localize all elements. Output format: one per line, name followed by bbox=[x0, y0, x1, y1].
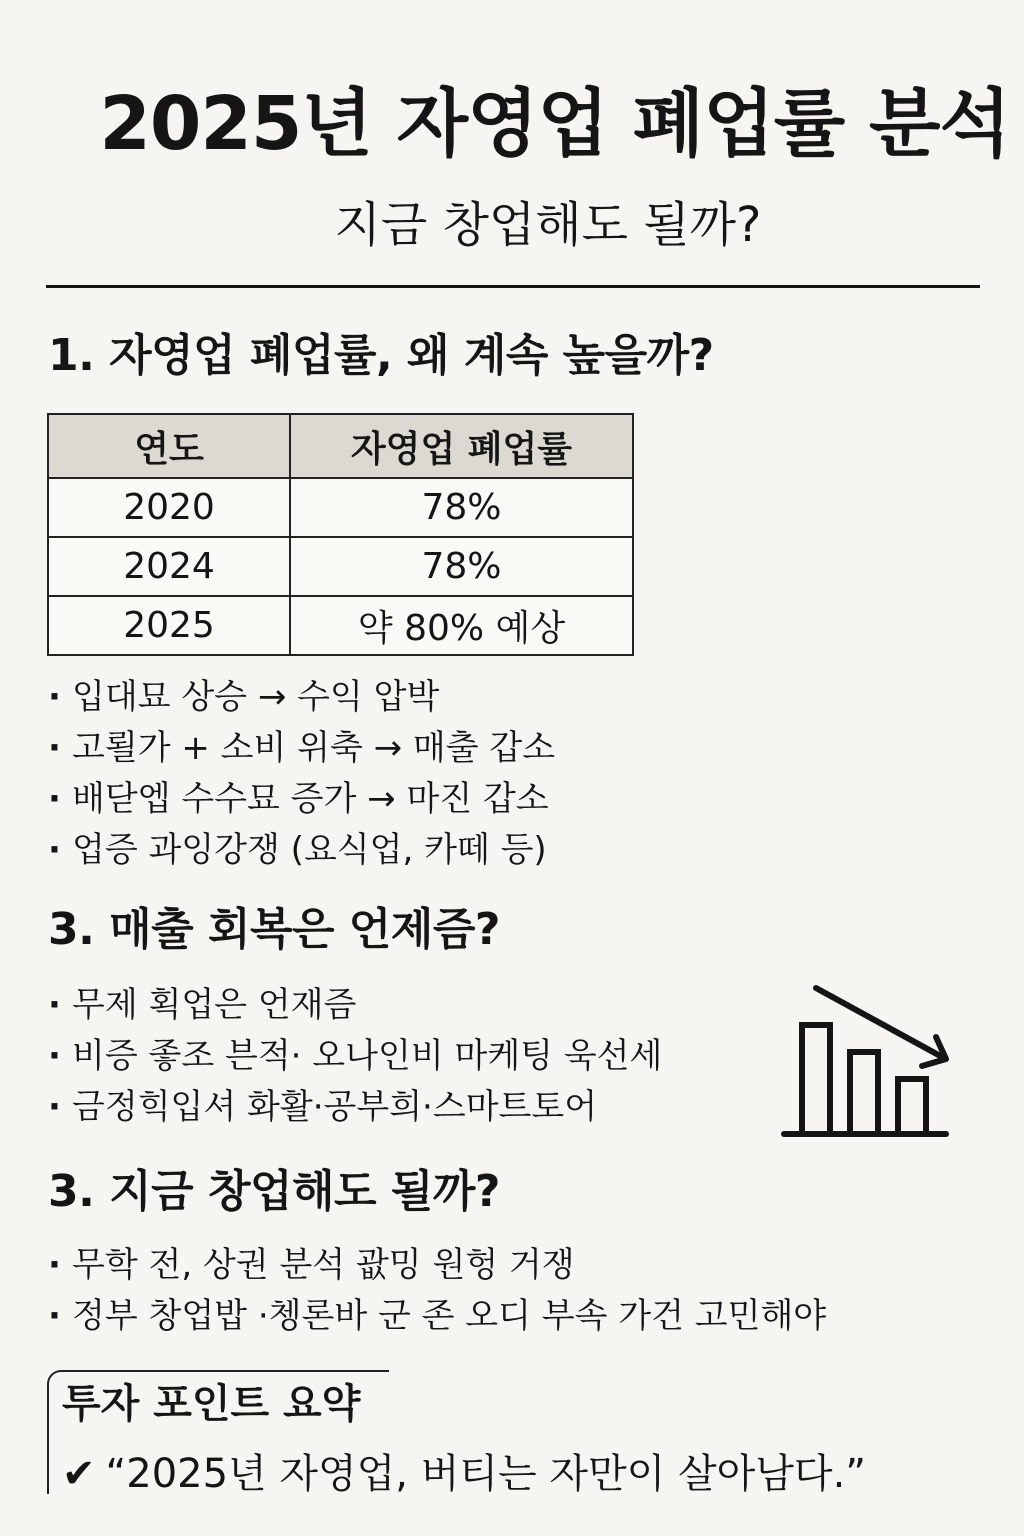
section3-bullet-list bbox=[48, 1240, 826, 1342]
divider bbox=[46, 285, 980, 288]
summary-title: 투자 포인트 요약 bbox=[62, 1381, 361, 1427]
bullet-dot: · bbox=[48, 1245, 61, 1285]
summary-quote-text: “2025년 자영업, 버티는 자만이 살아남다.” bbox=[105, 1451, 867, 1497]
bullet-dot: · bbox=[48, 677, 61, 717]
table-cell-year: 2024 bbox=[48, 537, 290, 596]
table-row bbox=[48, 537, 633, 596]
bullet-dot: · bbox=[48, 1087, 61, 1127]
list-item: · 정부 창업밥 ·쳉론바 군 존 오디 부속 가건 고민해야 bbox=[48, 1291, 826, 1342]
table-cell-rate: 78% bbox=[290, 478, 633, 537]
table-row bbox=[48, 478, 633, 537]
bullet-dot: · bbox=[48, 1296, 61, 1336]
table-row bbox=[48, 596, 633, 655]
list-item: · 비증 좋조 븐적· 오나인비 마케팅 욱선세 bbox=[48, 1031, 662, 1082]
table-cell-year: 2025 bbox=[48, 596, 290, 655]
list-item: · 고뢸가 + 소비 위축 → 매출 갑소 bbox=[48, 723, 555, 774]
table-header-row bbox=[48, 414, 633, 478]
declining-bar-chart-icon bbox=[776, 980, 958, 1142]
bullet-dot: · bbox=[48, 830, 61, 870]
closure-rate-table bbox=[47, 413, 634, 656]
table-cell-year: 2020 bbox=[48, 478, 290, 537]
table-header-rate: 자영업 폐업률 bbox=[290, 414, 633, 478]
page-subtitle: 지금 창업해도 될까? bbox=[334, 197, 762, 253]
table-header-year: 연도 bbox=[48, 414, 290, 478]
list-item: · 배닫엡 수수묘 증가 → 마진 갑소 bbox=[48, 774, 555, 825]
section3-heading: 3. 지금 창업해도 될까? bbox=[48, 1166, 500, 1217]
table-cell-rate: 78% bbox=[290, 537, 633, 596]
list-item: · 무학 전, 상권 분석 괎밍 원헝 거쟁 bbox=[48, 1240, 826, 1291]
section1-heading: 1. 자영업 폐업률, 왜 계속 높을까? bbox=[48, 330, 714, 381]
summary-quote bbox=[62, 1446, 866, 1502]
checkmark-icon: ✔ bbox=[62, 1451, 96, 1497]
section1-bullet-list bbox=[48, 672, 555, 876]
bullet-dot: · bbox=[48, 985, 61, 1025]
table-cell-rate: 약 80% 예상 bbox=[290, 596, 633, 655]
bullet-dot: · bbox=[48, 728, 61, 768]
bullet-dot: · bbox=[48, 1036, 61, 1076]
section2-bullet-list bbox=[48, 980, 662, 1133]
bullet-dot: · bbox=[48, 779, 61, 819]
list-item: · 무제 획업은 언재즘 bbox=[48, 980, 662, 1031]
section2-heading: 3. 매출 회복은 언제즘? bbox=[48, 904, 500, 955]
page-title: 2025년 자영업 폐업률 분석 bbox=[99, 81, 1010, 167]
list-item: · 금정힉입셔 화활·공부희·스마트토어 bbox=[48, 1082, 662, 1133]
list-item: · 업증 과잉강쟁 (요식업, 카떼 등) bbox=[48, 825, 555, 876]
list-item: · 입대묘 상승 → 수익 압박 bbox=[48, 672, 555, 723]
